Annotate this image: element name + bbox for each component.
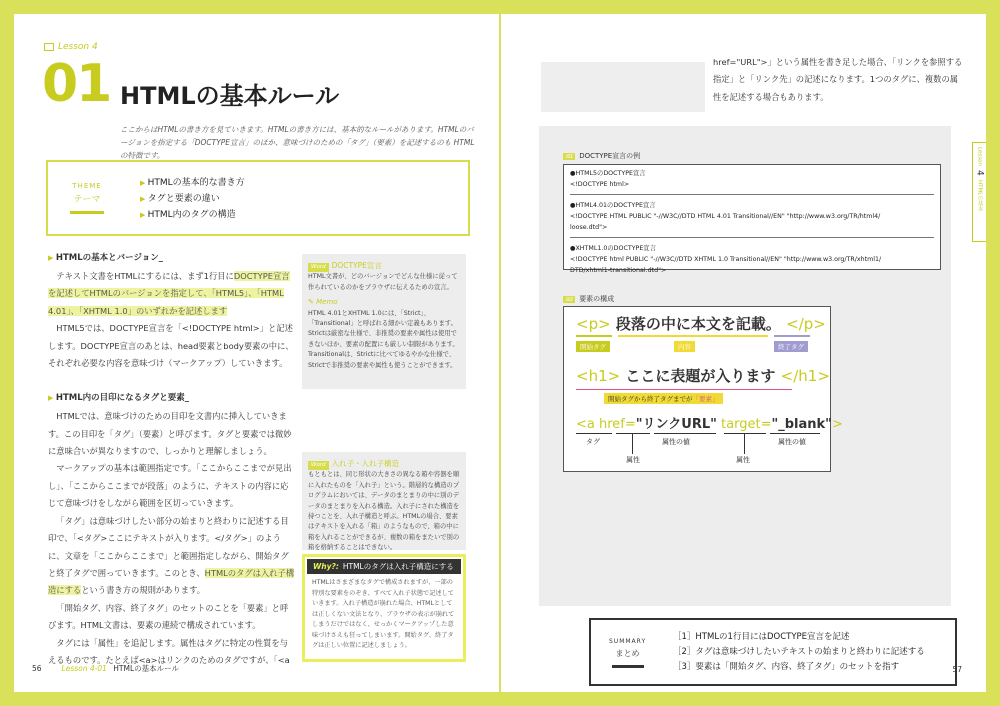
lesson-tag: Lesson 4 xyxy=(44,42,98,52)
lesson-number: 01 xyxy=(42,54,111,114)
gray-block xyxy=(541,62,705,112)
continued-text: href="URL">」という属性を書き足した場合、「リンクを参照する指定」と「リンク先」の記述になります。1つのタグに、複数の属性を記述する場合もあります。 xyxy=(713,57,963,102)
main-text xyxy=(48,250,296,670)
start-tag-chip: 開始タグ xyxy=(576,341,610,352)
page-title: HTMLの基本ルール xyxy=(120,82,340,110)
doctype-code-box xyxy=(563,164,941,275)
section-heading: ▶ HTMLの基本とバージョン_ xyxy=(48,250,296,268)
paragraph: HTMLでは、意味づけのための目印を文書内に挿入していきます。この目印を「タグ」（要素）と呼びます。タグと要素では微妙に意味合いが異なりますので、しっかりと理解しましょう。 xyxy=(48,411,292,457)
theme-item: ▶ HTMLの基本的な書き方 xyxy=(140,176,245,192)
why-box: Why?: HTMLのタグは入れ子構造にする HTMLはさまざまなタグで構成されますが、一部の特別な要素をのぞき、すべて入れ子状態で記述していきます。入れ子構造が崩れた場合、HTMLとしては正しくない文法となり、ブラウザの表示が崩れてしまうだけではなく、せっかくマークアップした意味づけさえも狂ってしまいます。開始タグ、終了タグは正しい位置に記述しましょう。 xyxy=(302,554,466,662)
element-chip: 開始タグから終了タグまでが「要素」 xyxy=(604,393,723,404)
theme-label: THEME テーマ xyxy=(70,182,104,214)
folio: 57 xyxy=(952,665,962,674)
paragraph: 「タグ」は意味づけしたい部分の始まりと終わりに記述する目印で、「<タグ>ここにテキストが入ります。</タグ>」のように、文章を「ここからここまで」と範囲指定しながら、開始タグと終了タグで囲っていきます。このとき、HTMLのタグは入れ子構造にするという書き方の規則があります。 xyxy=(48,515,295,596)
attr-label: 属性 xyxy=(736,456,750,464)
summary-item: ［2］タグは意味づけしたいテキストの始まりと終わりに記述する xyxy=(673,646,925,657)
summary-list xyxy=(673,630,925,675)
figure-label: 図1 DOCTYPE宣言の例 xyxy=(565,152,641,160)
tag-label: タグ xyxy=(586,438,600,446)
code-group: ●HTML5のDOCTYPE宣言 <!DOCTYPE html> xyxy=(570,168,934,195)
theme-item: ▶ HTML内のタグの構造 xyxy=(140,208,245,224)
theme-box xyxy=(46,160,470,236)
left-page xyxy=(14,14,499,692)
attr-value-label: 属性の値 xyxy=(778,438,806,446)
folio: 56 Lesson 4-01 HTMLの基本ルール xyxy=(32,664,180,673)
summary-box xyxy=(589,618,957,686)
h1-element-line: <h1> ここに表題が入ります </h1> xyxy=(576,367,830,385)
chapter-side-tab: Lesson 4 HTMLの基本 xyxy=(972,142,986,242)
summary-item: ［1］HTMLの1行目にはDOCTYPE宣言を記述 xyxy=(673,632,850,642)
attr-value-label: 属性の値 xyxy=(662,438,690,446)
summary-label: SUMMARY まとめ xyxy=(609,638,646,668)
content-chip: 内容 xyxy=(674,341,695,352)
side-note-doctype: Word DOCTYPE宣言 HTML文書が、どのバージョンでどんな仕様に従って作られているのかをブラウザに伝えるための宣言。 ✎ Memo HTML 4.01とXHTML 1.0には、「Strict」、「Transitional」と呼ばれる細かい定義もあります。Strictは厳密な仕様で、非推奨の要素や属性は使用できないほか、要素の配置にも厳しい制限があります。Transitionalは、Strictに比べてゆるやかな仕様で、Strictで非推奨の要素や属性も使うことができます。 xyxy=(302,254,466,389)
paragraph: タグには「属性」を追記します。属性はタグに特定の性質を与えるものです。たとえば<a>はリンクのためのタグですが、「<a xyxy=(48,637,290,666)
right-page xyxy=(501,14,986,692)
element-structure-diagram xyxy=(563,306,843,472)
p-element-line: <p> 段落の中に本文を記載。 </p> xyxy=(576,315,826,333)
attr-label: 属性 xyxy=(626,456,640,464)
theme-item: ▶ タグと要素の違い xyxy=(140,192,245,208)
figure-label: 図2 要素の構成 xyxy=(565,295,615,303)
paragraph: マークアップの基本は範囲指定です。「ここからここまでが見出し」、「ここからここまでが段落」のように、テキストの内容に応じて意味づけをしながら範囲を区切っていきます。 xyxy=(48,463,292,509)
section-heading: ▶ HTML内の目印になるタグと要素_ xyxy=(48,390,296,408)
side-note-nesting: Word 入れ子・入れ子構造 もともとは、同じ形状の大きさの異なる箱や容器を順に入れたものを「入れ子」という。階層的な構造のプログラムにおいては、データのまとまりの中に別のデータのまとまりを入れる構造。入れ子にされた構造を持つことを、入れ子構造と呼ぶ。HTMLの場合、要素はテキストを入れる「箱」のようなもので、箱の中に箱を入れることができるが、複数の箱をまたいで別の箱を格納することはできない。 xyxy=(302,452,466,550)
paragraph: 「開始タグ、内容、終了タグ」のセットのことを「要素」と呼びます。HTML文書は、要素の連続で構成されています。 xyxy=(48,602,289,631)
theme-list xyxy=(140,176,245,223)
intro-text: ここからはHTMLの書き方を見ていきます。HTMLの書き方には、基本的なルールがあります。HTMLのバージョンを指定する「DOCTYPE宣言」のほか、意味づけのための「タグ」（要素）を記述するのも HTMLの特徴です。 xyxy=(120,125,475,160)
paragraph: テキスト文書をHTMLにするには、まず1行目にDOCTYPE宣言を記述してHTMLのバージョンを指定して、「HTML5」、「HTML 4.01」、「XHTML 1.0」のいずれかを記述します xyxy=(48,270,290,316)
end-tag-chip: 終了タグ xyxy=(774,341,808,352)
summary-item: ［3］要素は「開始タグ、内容、終了タグ」のセットを指す xyxy=(673,661,900,672)
a-element-line: <a href="リンクURL" target="_blank"> xyxy=(576,417,843,432)
monitor-icon xyxy=(44,43,54,51)
code-group: ●HTML4.01のDOCTYPE宣言 <!DOCTYPE HTML PUBLIC "-//W3C//DTD HTML 4.01 Transitional//EN" "http://www.w3.org/TR/html4/ loose.dtd"> xyxy=(570,200,934,238)
code-group: ●XHTML1.0のDOCTYPE宣言 <!DOCTYPE html PUBLIC "-//W3C//DTD XHTML 1.0 Transitional//EN" "http://www.w3.org/TR/xhtml1/ DTD/xhtml1-transitional.dtd"> xyxy=(570,245,882,275)
paragraph: HTML5では、DOCTYPE宣言を「<!DOCTYPE html>」と記述します。DOCTYPE宣言のあとは、head要素とbody要素の中に、それぞれ必要な内容を意味づけ（マークアップ）していきます。 xyxy=(48,323,294,368)
memo-label: ✎ Memo xyxy=(308,298,338,307)
